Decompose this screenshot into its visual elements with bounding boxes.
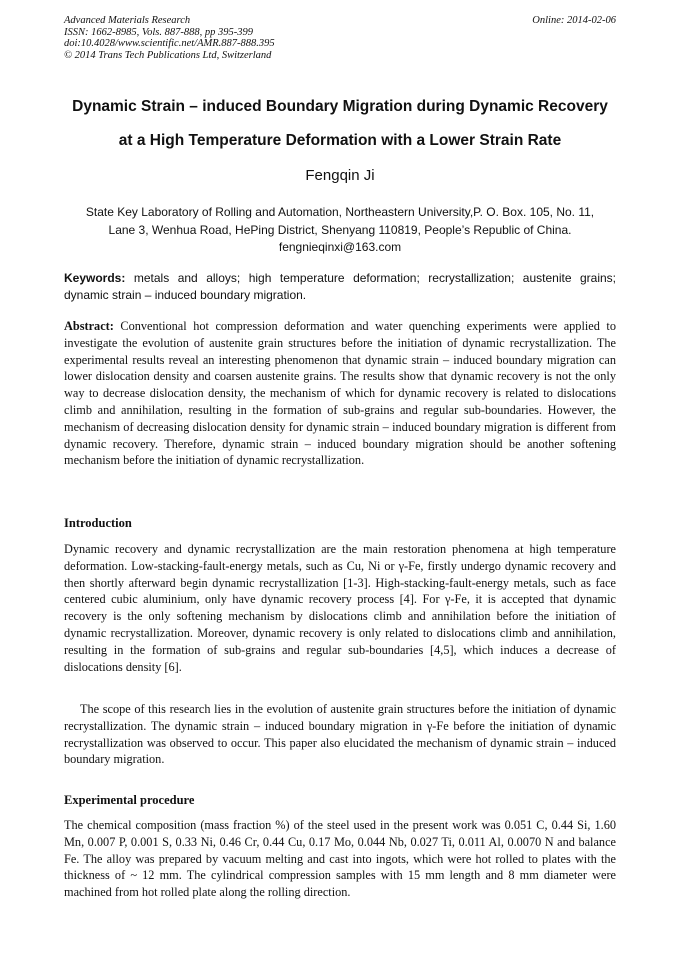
introduction-heading: Introduction bbox=[64, 516, 132, 530]
author-name: Fengqin Ji bbox=[305, 167, 375, 184]
doi-line[interactable]: doi:10.4028/www.scientific.net/AMR.887-888.395 bbox=[64, 38, 275, 49]
abstract-text: Conventional hot compression deformation and water quenching experiments were applied to investigate the evolution of austenite grain structures before the initiation of dynamic recrystallization. The experimental results reveal an interesting phenomenon that dynamic strain – induced boundary migration can lower dislocation density and coarsen austenite grains. The results show that dynamic recovery is not the only way to decrease dislocation density, the mechanism of which for dynamic recovery is related to dislocations climb and annihilation, resulting in the formation of sub-grains and regular sub-boundaries. However, the mechanism of decreasing dislocation density for dynamic strain – induced boundary migration is different from dynamic recovery. Therefore, dynamic strain – induced boundary migration should be another softening mechanism before the initiation of dynamic recrystallization. bbox=[64, 319, 616, 468]
copyright-line: © 2014 Trans Tech Publications Ltd, Switzerland bbox=[64, 49, 272, 61]
paper-title bbox=[40, 90, 640, 158]
abstract-label: Abstract: bbox=[64, 319, 114, 333]
keywords-text: metals and alloys; high temperature deformation; recrystallization; austenite grains; dynamic strain – induced boundary migration. bbox=[64, 271, 616, 302]
online-date: Online: 2014-02-06 bbox=[532, 15, 616, 26]
affiliation-line-2: Lane 3, Wenhua Road, HePing District, Shenyang 110819, People’s Republic of China. bbox=[108, 222, 572, 237]
title-line-2: at a High Temperature Deformation with a Lower Strain Rate bbox=[118, 132, 562, 149]
experimental-paragraph-1: The chemical composition (mass fraction %) of the steel used in the present work was 0.051 C, 0.44 Si, 1.60 Mn, 0.007 P, 0.001 S, 0.33 Ni, 0.46 Cr, 0.44 Cu, 0.17 Mo, 0.044 Nb, 0.027 Ti, 0.011 Al, 0.0070 N and balance Fe. The alloy was prepared by vacuum melting and cast into ingots, which were hot rolled to plates with the thickness of ~ 12 mm. The cylindrical compression samples with 15 mm length and 8 mm diameter were machined from hot rolled plate along the rolling direction. bbox=[64, 818, 616, 900]
author-email[interactable]: fengnieqinxi@163.com bbox=[278, 240, 402, 254]
keywords-label: Keywords: bbox=[64, 271, 126, 285]
introduction-paragraph-2: The scope of this research lies in the evolution of austenite grain structures before the initiation of dynamic recrystallization. The dynamic strain – induced boundary migration in γ-Fe before the initiation of dynamic recrystallization was observed to occur. This paper also elucidated the mechanism of dynamic strain – induced boundary migration. bbox=[64, 702, 616, 767]
publication-header bbox=[64, 15, 616, 61]
keywords-section bbox=[64, 270, 616, 304]
affiliation-line-1: State Key Laboratory of Rolling and Automation, Northeastern University,P. O. Box. 105, No. 11, bbox=[85, 205, 595, 219]
title-line-1: Dynamic Strain – induced Boundary Migration during Dynamic Recovery bbox=[72, 98, 608, 115]
affiliation bbox=[56, 204, 624, 257]
issn-line: ISSN: 1662-8985, Vols. 887-888, pp 395-399 bbox=[64, 26, 253, 38]
abstract-section bbox=[64, 318, 616, 469]
journal-name: Advanced Materials Research bbox=[64, 15, 191, 26]
experimental-heading: Experimental procedure bbox=[64, 793, 195, 807]
introduction-paragraph-1: Dynamic recovery and dynamic recrystallization are the main restoration phenomena at high temperature deformation. Low-stacking-fault-energy metals, such as Cu, Ni or γ-Fe, firstly undergo dynamic recovery and then shortly afterward begin dynamic recrystallization [1-3]. High-stacking-fault-energy metals, such as face centered cubic aluminium, only have dynamic recovery process [4]. For γ-Fe, it is accepted that dynamic recovery is the only softening mechanism by dislocations climb and annihilation before the initiation of dynamic recrystallization. Moreover, dynamic recovery is only related to dislocations climb and annihilation, resulting in the formation of sub-grains and regular sub-boundaries [4,5], which induces a decrease of dislocations density [6]. bbox=[64, 542, 616, 674]
